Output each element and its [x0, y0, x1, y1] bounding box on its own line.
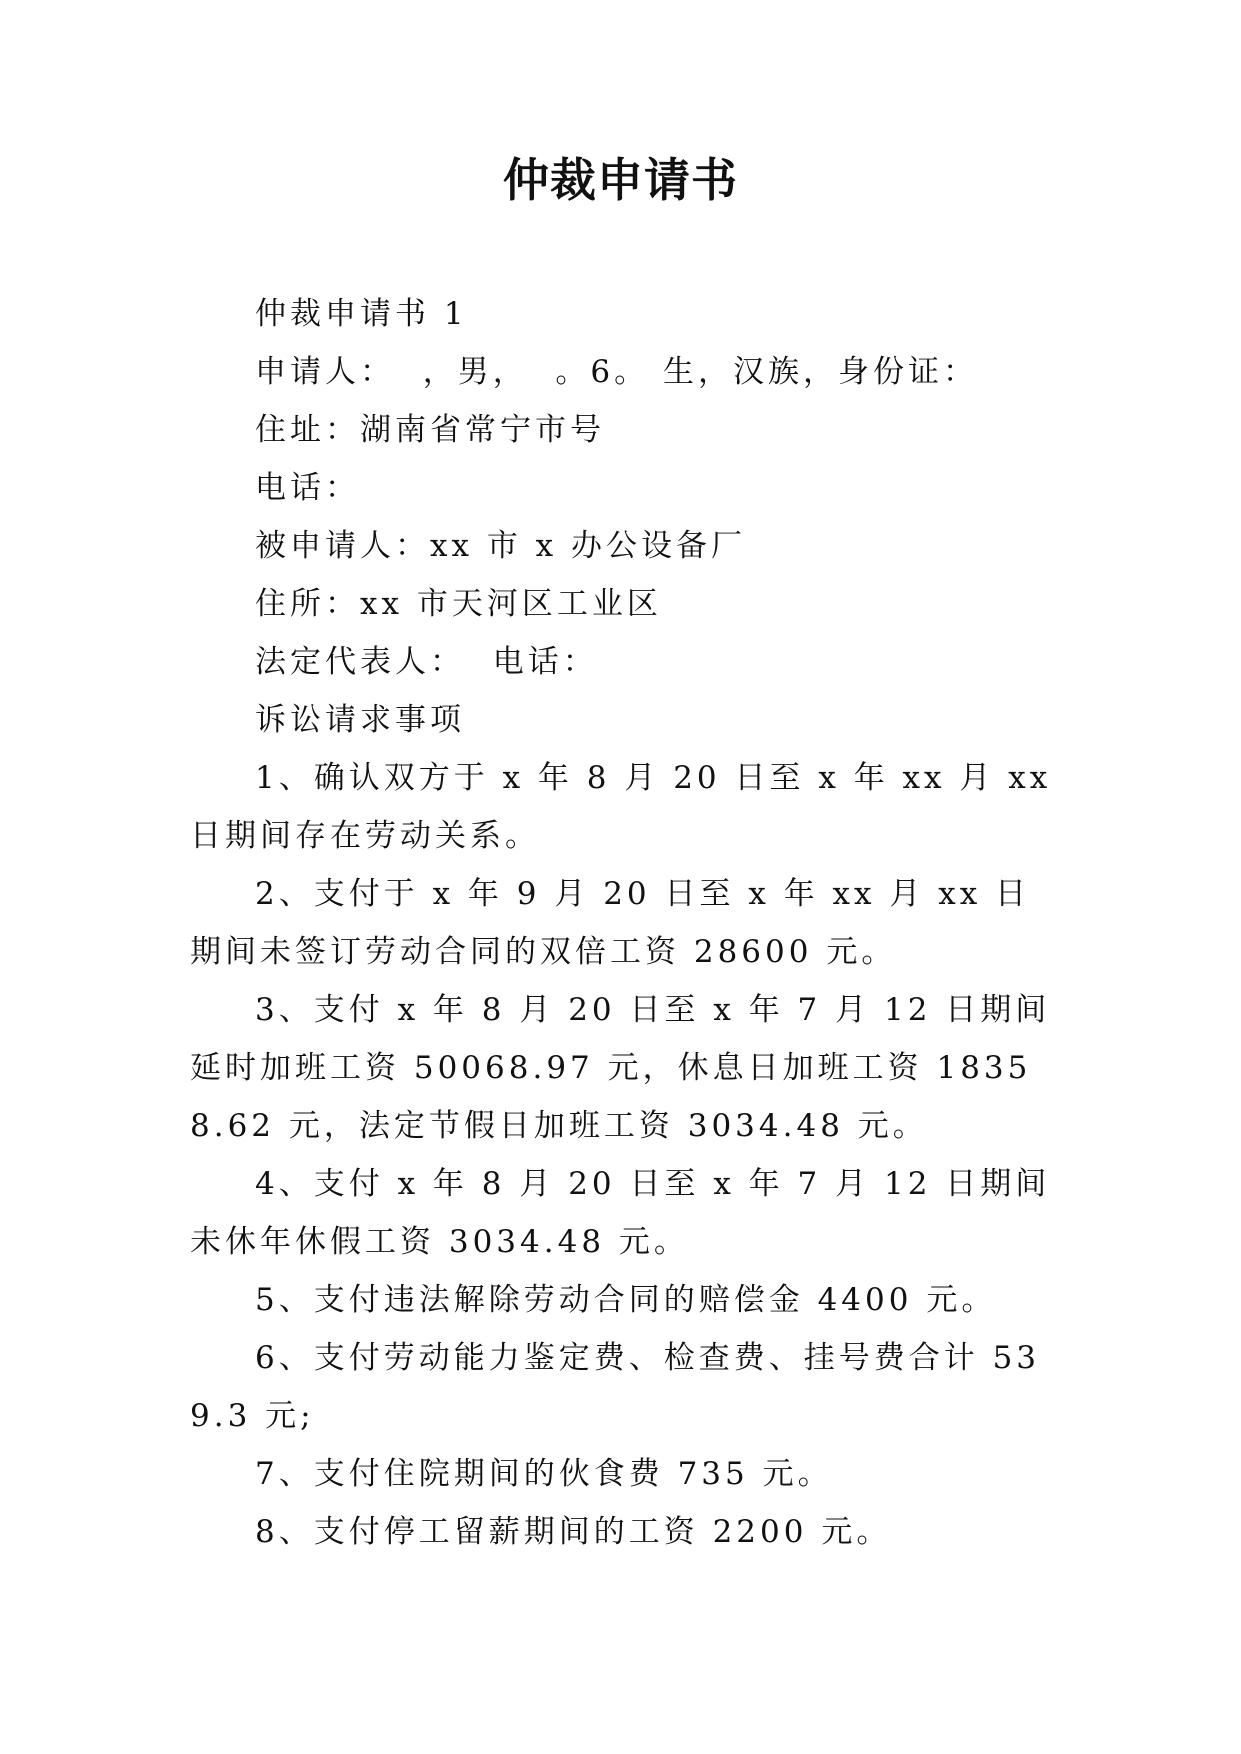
- legal-representative-line: 法定代表人： 电话：: [255, 644, 598, 680]
- claims-heading: 诉讼请求事项: [255, 702, 465, 738]
- claim-item: 5、支付违法解除劳动合同的赔偿金 4400 元。: [255, 1282, 997, 1318]
- claim-item: 3、支付 x 年 8 月 20 日至 x 年 7 月 12 日期间延时加班工资 50068.97 元，休息日加班工资 18358.62 元，法定节假日加班工资 3034.48 元。: [190, 992, 1051, 1144]
- claim-item: 1、确认双方于 x 年 8 月 20 日至 x 年 xx 月 xx 日期间存在劳动关系。: [190, 760, 1066, 854]
- applicant-line: 申请人： ，男， 。6。 生，汉族，身份证：: [255, 354, 978, 390]
- section-heading: 仲裁申请书 1: [255, 296, 468, 332]
- respondent-address: 住所：xx 市天河区工业区: [255, 586, 662, 622]
- claim-item: 6、支付劳动能力鉴定费、检查费、挂号费合计 539.3 元;: [190, 1340, 1041, 1434]
- claim-item: 8、支付停工留薪期间的工资 2200 元。: [255, 1514, 892, 1550]
- applicant-phone: 电话：: [255, 470, 360, 506]
- applicant-address: 住址：湖南省常宁市号: [255, 412, 605, 448]
- claim-item: 2、支付于 x 年 9 月 20 日至 x 年 xx 月 xx 日期间未签订劳动合同的双倍工资 28600 元。: [190, 876, 1031, 970]
- claim-item: 7、支付住院期间的伙食费 735 元。: [255, 1456, 833, 1492]
- document-body: [190, 285, 1066, 1561]
- claim-item: 4、支付 x 年 8 月 20 日至 x 年 7 月 12 日期间未休年休假工资 3034.48 元。: [190, 1166, 1051, 1260]
- document-title: 仲裁申请书: [503, 153, 738, 207]
- respondent-line: 被申请人：xx 市 x 办公设备厂: [255, 528, 747, 564]
